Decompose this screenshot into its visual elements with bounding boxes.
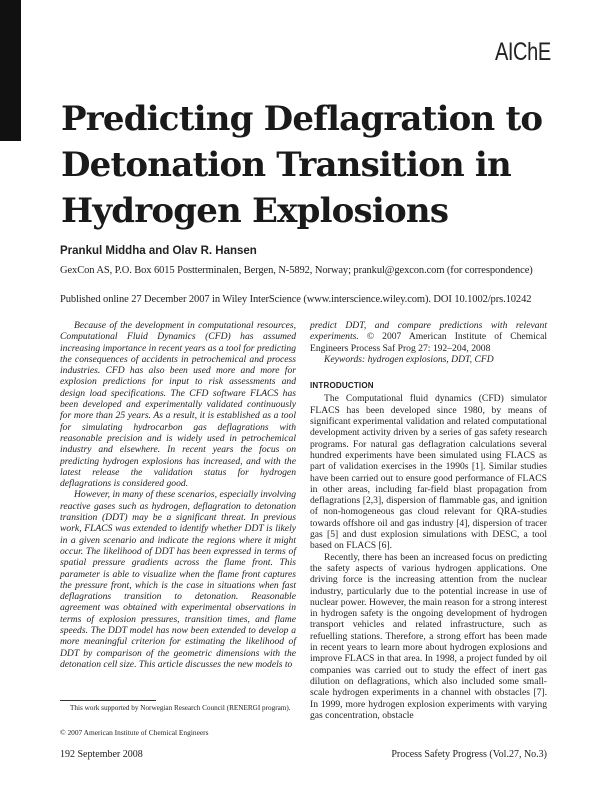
abstract-continuation-text: predict DDT, and compare predictions with relevant experiments. <box>310 320 547 343</box>
title-line: Detonation Transition in <box>61 145 511 185</box>
left-column <box>60 320 296 670</box>
copyright-footer: © 2007 American Institute of Chemical Engineers <box>60 728 209 737</box>
body-paragraph: The Computational fluid dynamics (CFD) simulator FLACS has been developed since 1980, by means of significant experimental validation and related computational development activity driven by a series of gas safety research programs. For natural gas deflagration calculations several hundred experiments have been simulated using FLACS as part of validation exercises in the 1990s [1]. Similar studies have been carried out to ensure good performance of FLACS in other areas, including far-field blast propagation from deflagrations [2,3], dispersion of flammable gas, and ignition of non-homogeneous gas cloud relevant for QRA-studies towards offshore oil and gas industry [4], dispersion of tracer gas [5] and dust explosion simulations with DESC, a tool based on FLACS [6]. <box>310 393 547 552</box>
abstract-continuation <box>310 320 547 354</box>
right-column <box>310 320 547 721</box>
keywords: Keywords: hydrogen explosions, DDT, CFD <box>324 353 494 365</box>
affiliation: GexCon AS, P.O. Box 6015 Postterminalen, Bergen, N-5892, Norway; prankul@gexcon.com (for correspondence) <box>60 265 533 276</box>
footnote-rule <box>60 700 156 701</box>
abstract-paragraph: However, in many of these scenarios, especially involving reactive gases such as hydrogen, deflagration to detonation transition (DDT) may be a significant threat. In previous work, FLACS was extended to identify whether DDT is likely in a given scenario and indicate the regions where it might occur. The likelihood of DDT has been expressed in terms of spatial pressure gradients across the flame front. This parameter is able to visualize when the flame front captures the pressure front, which is the case in situations when fast deflagrations transition to detonation. Reasonable agreement was obtained with experimental observations in terms of explosion pressures, transition times, and flame speeds. The DDT model has now been extended to develop a more meaningful criterion for estimating the likelihood of DDT by comparison of the geometric dimensions with the detonation cell size. This article discusses the new models to <box>60 489 296 670</box>
title-line: Hydrogen Explosions <box>61 191 449 231</box>
abstract-paragraph: Because of the development in computational resources, Computational Fluid Dynamics (CFD) has assumed increasing importance in recent years as a tool for predicting the consequences of accidents in petrochemical and process industries. CFD has also been used more and more for explosion predictions for input to risk assessments and design load specifications. The CFD software FLACS has been developed and experimentally validated continuously for more than 25 years. As a result, it is established as a tool for simulating hydrocarbon gas deflagrations with reasonable precision and is widely used in petrochemical industry and elsewhere. In recent years the focus on predicting hydrogen explosions has increased, and with the latest release the validation status for hydrogen deflagrations is considered good. <box>60 320 296 490</box>
publication-info: Published online 27 December 2007 in Wiley InterScience (www.interscience.wiley.com). DOI 10.1002/prs.10242 <box>60 294 532 305</box>
abstract-copyright: © 2007 American Institute of Chemical Engineers Process Saf Prog 27: 192–204, 2008 <box>310 331 547 354</box>
journal-logo: AIChE <box>495 38 551 66</box>
authors: Prankul Middha and Olav R. Hansen <box>60 245 257 257</box>
header-black-bar <box>0 0 21 141</box>
section-heading: INTRODUCTION <box>310 381 374 391</box>
body-paragraph: Recently, there has been an increased focus on predicting the safety aspects of various hydrogen applications. One driving force is the increasing attention from the nuclear industry, particularly due to the potential increase in use of nuclear power. However, the main reason for a strong interest in hydrogen safety is the ongoing development of hydrogen transport vehicles and related infrastructure, such as refuelling stations. Therefore, a strong effort has been made in recent years to learn more about hydrogen explosions and improve FLACS in that area. In 1998, a project funded by oil companies was carried out to study the effect of inert gas dilution on deflagrations, which also included some small-scale hydrogen experiments in a channel with obstacles [7]. In 1999, more hydrogen explosion experiments with varying gas concentration, obstacle <box>310 551 547 721</box>
article-title <box>61 96 543 234</box>
footnote: This work supported by Norwegian Research Council (RENERGI program). <box>70 704 291 712</box>
page-footer-left: 192 September 2008 <box>60 749 143 760</box>
title-line: Predicting Deflagration to <box>61 99 543 139</box>
page-footer-right: Process Safety Progress (Vol.27, No.3) <box>391 749 547 760</box>
